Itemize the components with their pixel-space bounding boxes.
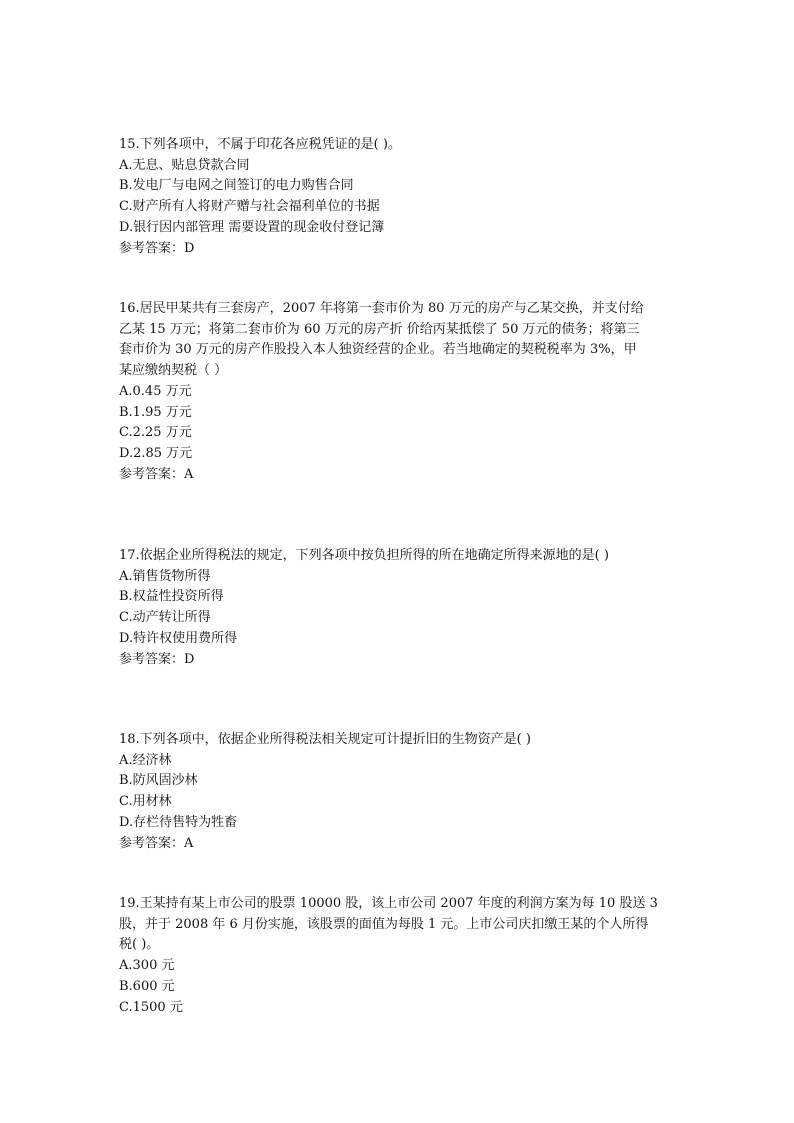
question-17: [119, 546, 679, 670]
stem-line: 19.王某持有某上市公司的股票 10000 股，该上市公司 2007 年度的利润方案为每 10 股送 3: [119, 896, 658, 911]
option-c: C.2.25 万元: [119, 425, 192, 441]
option-b: B.发电厂与电网之间签订的电力购售合同: [119, 178, 354, 194]
option-d: D.特许权使用费所得: [119, 630, 238, 646]
stem-line: 18.下列各项中，依据企业所得税法相关规定可计提折旧的生物资产是( ): [119, 732, 531, 747]
question-stem: [119, 546, 679, 567]
answer-line: 参考答案：D: [119, 651, 195, 667]
stem-line: 17.依据企业所得税法的规定，下列各项中按负担所得的所在地确定所得来源地的是( ): [119, 548, 609, 563]
question-stem: [119, 894, 679, 956]
option-b: B.600 元: [119, 978, 175, 994]
option-a: A.0.45 万元: [119, 383, 192, 399]
option-b: B.防风固沙林: [119, 773, 198, 789]
option-b: B.1.95 万元: [119, 404, 192, 420]
question-16: [119, 299, 679, 485]
option-a: A.300 元: [119, 958, 175, 974]
stem-line: 税( )。: [119, 937, 160, 953]
option-d: D.2.85 万元: [119, 445, 193, 461]
stem-line: 乙某 15 万元；将第二套市价为 60 万元的房产折 价给丙某抵偿了 50 万元的债务；将第三: [119, 321, 640, 337]
question-18: [119, 730, 679, 854]
stem-line: 股，并于 2008 年 6 月份实施，该股票的面值为每股 1 元。上市公司庆扣缴王某的个人所得: [119, 916, 649, 932]
question-stem: [119, 135, 679, 156]
option-d: D.存栏待售特为牲畜: [119, 814, 238, 830]
option-a: A.销售货物所得: [119, 568, 211, 584]
option-c: C.动产转让所得: [119, 610, 211, 626]
stem-line: 16.居民甲某共有三套房产，2007 年将第一套市价为 80 万元的房产与乙某交换，并支付给: [119, 301, 644, 316]
question-stem: [119, 730, 679, 751]
option-a: A.经济林: [119, 752, 172, 768]
answer-line: 参考答案：A: [119, 835, 194, 851]
question-stem: [119, 299, 679, 382]
option-c: C.用材林: [119, 794, 172, 810]
option-c: C.1500 元: [119, 999, 183, 1015]
question-19: [119, 894, 679, 1018]
stem-line: 某应缴纳契税（ ）: [119, 363, 228, 379]
answer-line: 参考答案：A: [119, 466, 194, 482]
stem-line: 15.下列各项中，不属于印花各应税凭证的是( )。: [119, 137, 401, 152]
option-c: C.财产所有人将财产赠与社会福利单位的书据: [119, 199, 380, 215]
stem-line: 套市价为 30 万元的房产作股投入本人独资经营的企业。若当地确定的契税税率为 3%，甲: [119, 342, 637, 358]
answer-line: 参考答案：D: [119, 240, 195, 256]
option-d: D.银行因内部管理 需要设置的现金收付登记簿: [119, 219, 385, 235]
question-15: [119, 135, 679, 259]
option-a: A.无息、贴息贷款合同: [119, 157, 250, 173]
option-b: B.权益性投资所得: [119, 589, 224, 605]
